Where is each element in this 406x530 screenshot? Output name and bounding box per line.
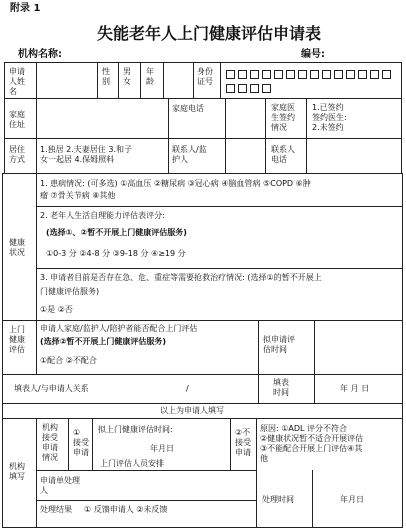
attachment-label: 附录 1 [10,3,41,14]
planned-time-label: 拟申请评 估时间 [263,335,295,354]
org-name-label: 机构名称: [18,49,62,60]
home-visit-label: 上门 健康 评估 [9,325,25,354]
number-label: 编号: [301,49,325,60]
disease-question[interactable]: 1. 患病情况: (可多选) ①高血压 ②糖尿病 ③冠心病 ④脑血管病 ⑤COPD ⑥肿 瘤 ⑦骨关节病 ⑧其他 [40,179,311,200]
family-doctor-label: 家庭医 生签约 情况 [271,103,295,132]
planned-visit-time-label: 拟上门健康评估时间: [98,425,173,434]
reject-option[interactable]: ②不 接受 申请 [235,428,251,457]
emergency-options[interactable]: ①是 ②否 [40,305,73,314]
applicant-name-label: 申请 人姓 名 [9,67,25,96]
contact-person-label: 联系人/监 护人 [172,145,207,164]
home-phone-label: 家庭电话 [172,104,204,113]
adl-score-options[interactable]: ①0-3 分 ②4-8 分 ③9-18 分 ④≥19 分 [46,249,186,258]
fill-time-label: 填表 时间 [273,378,289,397]
contact-phone-label: 联系人 电话 [271,145,295,164]
gender-options[interactable]: 男 女 [123,67,131,86]
result-label: 处理结果 [40,505,72,514]
applicant-section-note: 以上为申请人填写 [160,406,224,415]
adl-score-note: (选择①、②暂不开展上门健康评估服务) [46,228,187,237]
signing-options[interactable]: 1.已签约 签约医生: 2.未签约 [312,103,347,132]
relation-slash: / [186,384,189,393]
living-mode-label: 居住 方式 [9,145,25,164]
page-title: 失能老年人上门健康评估申请表 [97,24,322,43]
adl-score-label: 2. 老年人生活自理能力评估表评分: [40,211,165,220]
result-options[interactable]: ① 反馈申请人 ②未反馈 [84,505,168,514]
health-status-label: 健康 状况 [9,238,25,257]
cooperation-question: 申请人家庭/监护人/陪护者能否配合上门评估 [40,324,198,333]
filler-relation-label: 填表人/与申请人关系 [14,384,89,393]
reject-reasons[interactable]: 原因: ①ADL 评分不符合 ②健康状况暂不适合开展评估 ③不能配合开展上门评估④其 他 [260,424,364,463]
home-address-label: 家庭 住址 [9,110,25,129]
fill-date-value[interactable]: 年 月 日 [340,384,370,393]
planned-visit-date[interactable]: 年月日 [150,444,174,453]
handle-time-label: 处理时间 [262,495,294,504]
handle-date-value[interactable]: 年月日 [340,495,364,504]
gender-label: 性 别 [102,67,110,86]
org-fill-label: 机构 填写 [9,462,25,481]
accept-status-label: 机构 接受 申请 情况 [42,423,58,462]
emergency-question: 3. 申请者目前是否存在急、危、重症等需要抢救治疗情况: (选择①的暂不开展上 门健康评估服务) [40,273,322,296]
staff-arrangement-label: 上门评估人员安排 [100,459,164,468]
accept-option[interactable]: ① 接受 申请 [73,428,89,457]
handler-label: 申请单处理 人 [40,476,80,495]
id-number-label: 身份 证号 [197,67,213,86]
living-mode-options[interactable]: 1.独居 2.夫妻居住 3.和子 女一起居 4.保姆照料 [40,145,132,164]
id-number-boxes[interactable] [226,68,394,96]
age-label: 年 龄 [146,67,154,86]
cooperation-note: (选择②暂不开展上门健康评估服务) [40,337,167,346]
cooperation-options[interactable]: ①配合 ②不配合 [40,356,97,365]
